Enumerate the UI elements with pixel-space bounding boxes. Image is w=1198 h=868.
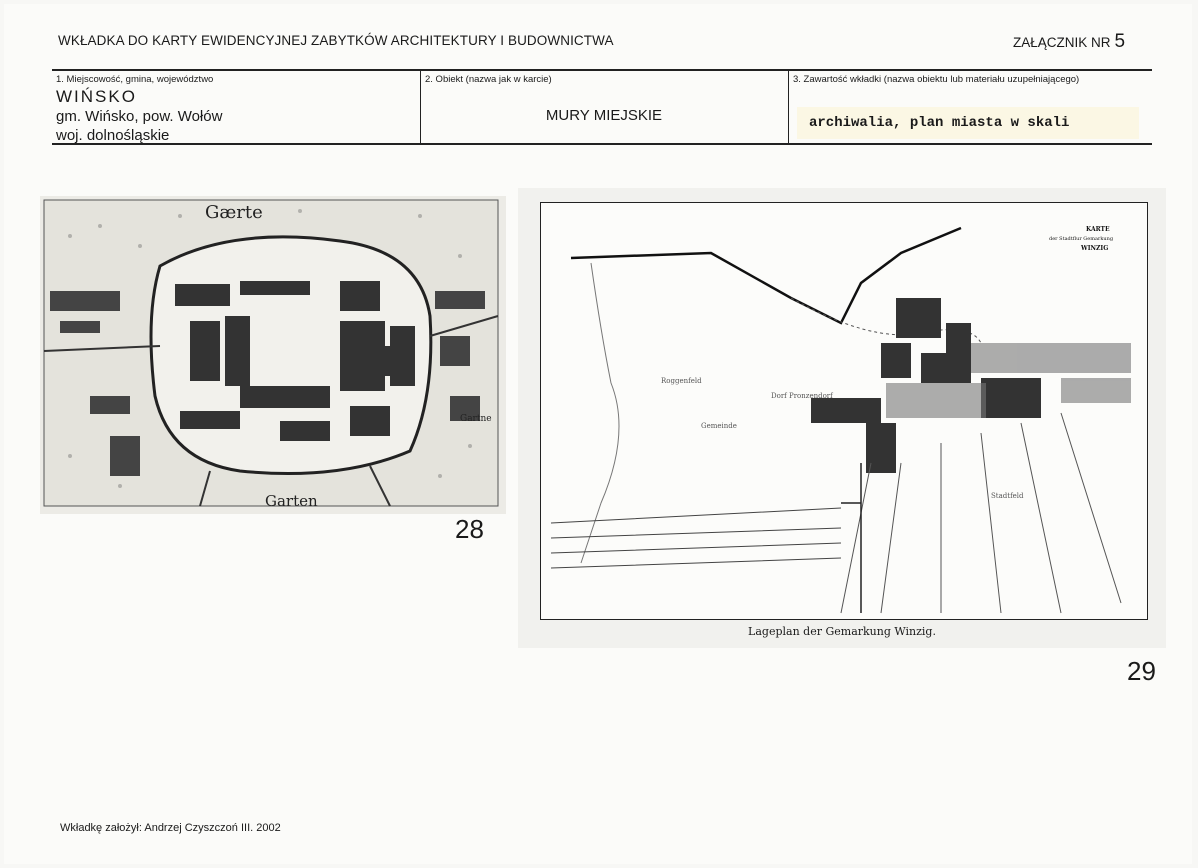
info-table bbox=[52, 69, 1152, 145]
map-28-label-bottom: Garten bbox=[265, 492, 318, 510]
map-28-label-right: Gartne bbox=[460, 414, 492, 424]
figure-number-28: 28 bbox=[455, 514, 484, 544]
map-28-label-top: Gærte bbox=[205, 202, 263, 223]
map-28-drawing bbox=[40, 196, 506, 514]
map-29-caption: Lageplan der Gemarkung Winzig. bbox=[748, 625, 936, 638]
object-name: MURY MIEJSKIE bbox=[545, 107, 663, 124]
map-28-image bbox=[40, 196, 506, 514]
col-label-content: 3. Zawartość wkładki (nazwa obiektu lub materiału uzupełniającego) bbox=[793, 74, 1080, 85]
info-col-content bbox=[788, 71, 1152, 143]
place-name: WIŃSKO bbox=[56, 87, 137, 106]
place-gmina: gm. Wińsko, pow. Wołów bbox=[56, 108, 223, 125]
svg-text:Dorf Pronzendorf: Dorf Pronzendorf bbox=[771, 392, 833, 400]
map-29-title-line1: KARTE bbox=[1086, 226, 1110, 233]
info-col-object bbox=[420, 71, 788, 143]
map-29-title-line3: WINZIG bbox=[1081, 245, 1109, 252]
annex-number: 5 bbox=[1114, 31, 1126, 52]
map-29-image bbox=[540, 202, 1148, 620]
document-title: WKŁADKA DO KARTY EWIDENCYJNEJ ZABYTKÓW ARCHITEKTURY I BUDOWNICTWA bbox=[58, 33, 614, 48]
map-29-drawing bbox=[541, 203, 1147, 619]
svg-text:Gemeinde: Gemeinde bbox=[701, 422, 737, 430]
annex-label-text: ZAŁĄCZNIK NR bbox=[1013, 35, 1111, 50]
col-label-object: 2. Obiekt (nazwa jak w karcie) bbox=[425, 74, 552, 85]
annex-label bbox=[1013, 31, 1125, 53]
svg-text:Stadtfeld: Stadtfeld bbox=[991, 492, 1024, 500]
svg-text:Roggenfeld: Roggenfeld bbox=[661, 377, 702, 385]
map-29-title-line2: der Stadtflur Gemarkung bbox=[1049, 236, 1114, 242]
place-voivodeship: woj. dolnośląskie bbox=[56, 127, 170, 144]
figure-number-29: 29 bbox=[1127, 656, 1156, 686]
info-col-location bbox=[52, 71, 420, 143]
col-label-location: 1. Miejscowość, gmina, województwo bbox=[56, 74, 214, 85]
content-text: archiwalia, plan miasta w skali bbox=[809, 115, 1070, 131]
footer-author: Wkładkę założył: Andrzej Czyszczoń III. 2002 bbox=[60, 822, 281, 834]
